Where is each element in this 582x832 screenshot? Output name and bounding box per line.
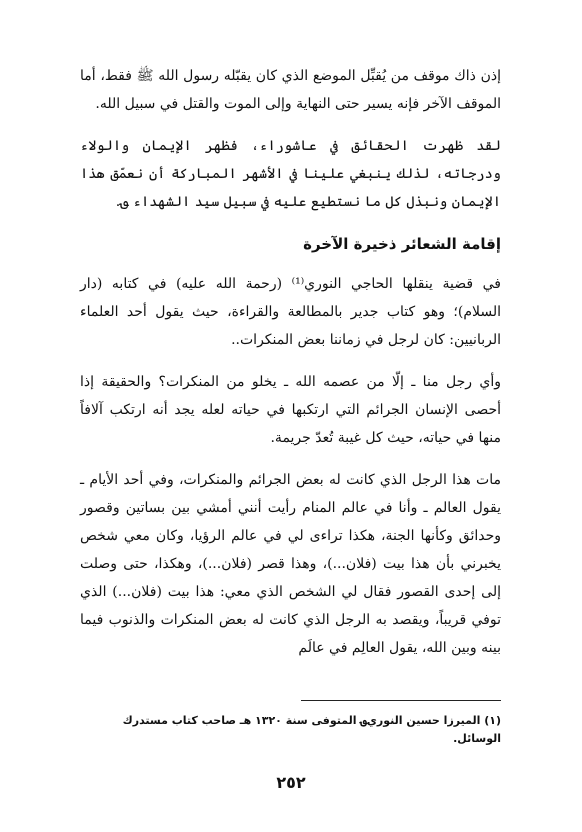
footnote: (١) الميرزا حسين النوري؈ المتوفى سنة ١٣٢٠ هـ صاحب كتاب مستدرك الوسائل. <box>122 714 501 745</box>
page-number: ٢٥٢ <box>276 773 306 792</box>
paragraph-1: إذن ذاك موقف من يُقبِّل الموضع الذي كان يقبّله رسول الله ﷺ فقط، أما الموقف الآخر فإنه يسير حتى النهاية وإلى الموت والقتل في سبيل الله. <box>80 68 501 112</box>
paragraph-2: لقد ظهرت الحقائق في عاشوراء، فظهر الإيمان والولاء ودرجاته، لذلك ينبغي علينا في الأشهر المباركة أن نعمّق هذا الإيمان ونبذل كل ما نستطيع عليه في سبيل سيد الشهداء ؈. <box>80 138 501 210</box>
section-heading: إقامة الشعائر ذخيرة الآخرة <box>303 235 501 253</box>
paragraph-4: وأي رجل منا ـ إلّا من عصمه الله ـ يخلو من المنكرات؟ والحقيقة إذا أحصى الإنسان الجرائم التي ارتكبها في حياته لعله يجد أنه ارتكب آلافاً منها في حياته، حيث كل غيبة تُعدّ جريمة. <box>80 374 501 446</box>
paragraph-3: في قضية ينقلها الحاجي النوري⁽¹⁾ (رحمة الله عليه) في كتابه (دار السلام)؛ وهو كتاب جدير بالمطالعة والقراءة، حيث يقول أحد العلماء الربانيين: كان لرجل في زماننا بعض المنكرات.. <box>80 276 501 348</box>
paragraph-5: مات هذا الرجل الذي كانت له بعض الجرائم والمنكرات، وفي أحد الأيام ـ يقول العالم ـ وأنا في عالم المنام رأيت أنني أمشي بين بساتين وقصور وحدائق وكأنها الجنة، هكذا تراءى لي في عالم الرؤيا، وكان معي شخص يخبرني بأن هذا بيت (فلان...)، وهذا قصر (فلان...)، وهكذا، حتى وصلت إلى إحدى القصور فقال لي الشخص الذي معي: هذا بيت (فلان...) الذي توفي قريباً، ويقصد به الرجل الذي كانت له بعض المنكرات والذنوب فيما بينه وبين الله، يقول العالِم في عالَم <box>80 472 501 656</box>
main-text <box>80 62 501 676</box>
footnote-divider <box>301 700 501 701</box>
